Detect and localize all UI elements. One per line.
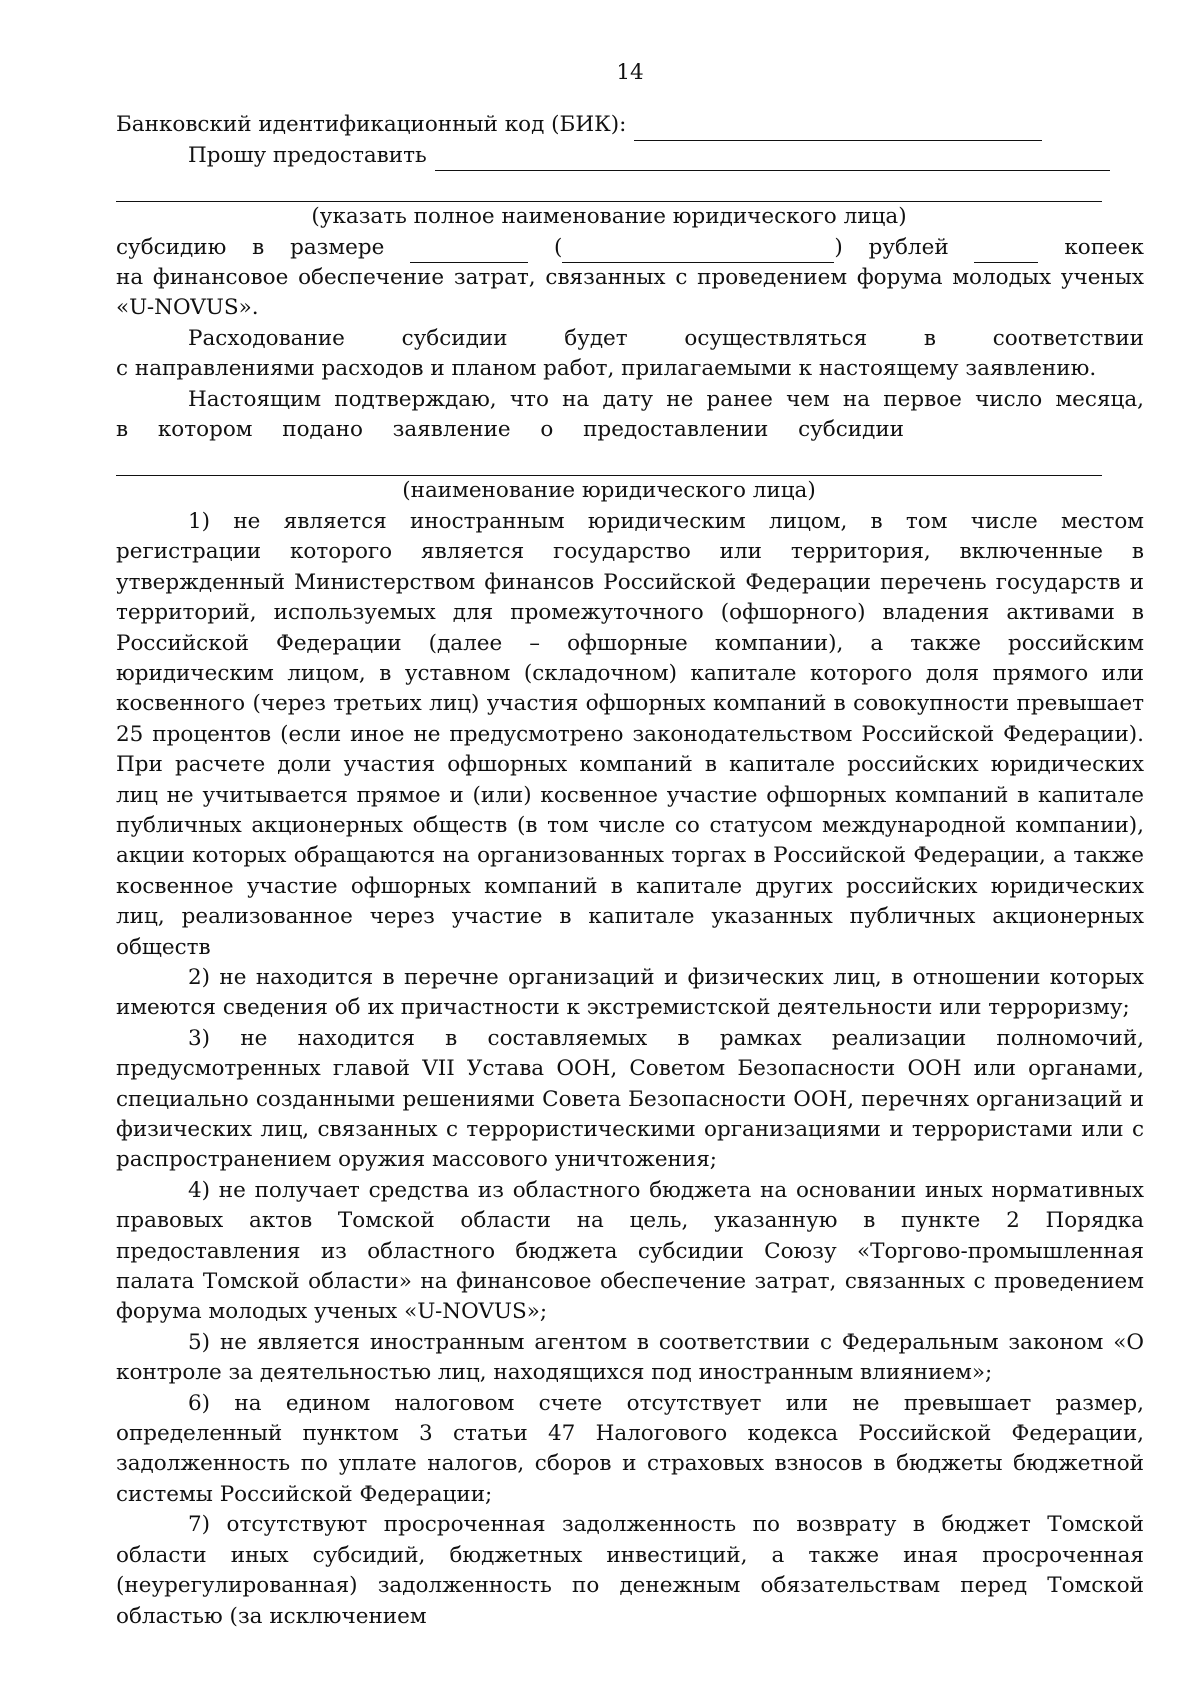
bik-blank[interactable] bbox=[634, 119, 1042, 141]
confirm-line-1: Настоящим подтверждаю, что на дату не ранее чем на первое число месяца, bbox=[188, 386, 1144, 412]
confirm-line-2: в котором подано заявление о предоставлении субсидии bbox=[116, 417, 904, 443]
entity-name-blank[interactable] bbox=[116, 445, 1102, 476]
item-3: 3) не находится в составляемых в рамках реализации полномочий, предусмотренных главой VII Устава ООН, Советом Безопасности ООН или органами, специально созданными решениями Совета Безопасности ООН, перечнях организаций и физических лиц, связанных с террористическими организациями и террористами или с распространением оружия массового уничтожения; bbox=[116, 1025, 1144, 1173]
bik-line bbox=[116, 110, 1042, 140]
amount-words-blank[interactable] bbox=[562, 241, 834, 263]
close-paren: ) bbox=[834, 234, 843, 260]
entity-name-caption: (наименование юридического лица) bbox=[402, 478, 816, 504]
amount-words-group bbox=[554, 233, 843, 263]
kopecks-label: копеек bbox=[1064, 234, 1144, 260]
item-1: 1) не является иностранным юридическим лицом, в том числе местом регистрации которого является государство или территория, включенные в утвержденный Министерством финансов Российской Федерации перечень государств и территорий, используемых для промежуточного (офшорного) владения активами в Российской Федерации (далее – офшорные компании), а также российским юридическим лицом, в уставном (складочном) капитале которого доля прямого или косвенного (через третьих лиц) участия офшорных компаний в совокупности превышает 25 процентов (если иное не предусмотрено законодательством Российской Федерации). При расчете доли участия офшорных компаний в капитале российских юридических лиц не учитывается прямое и (или) косвенное участие офшорных компаний в капитале публичных акционерных обществ (в том числе со статусом международной компании), акции которых обращаются на организованных торгах в Российской Федерации, а также косвенное участие офшорных компаний в капитале других российских юридических лиц, реализованное через участие в капитале указанных публичных акционерных обществ bbox=[116, 508, 1144, 960]
amount-word-size: размере bbox=[290, 234, 385, 260]
bik-label: Банковский идентификационный код (БИК): bbox=[116, 112, 627, 138]
item-2: 2) не находится в перечне организаций и физических лиц, в отношении которых имеются сведения об их причастности к экстремистской деятельности или терроризму; bbox=[116, 964, 1144, 1021]
full-name-blank[interactable] bbox=[116, 171, 1102, 202]
amount-word-subsidy: субсидию bbox=[116, 234, 227, 260]
amount-word-in: в bbox=[252, 234, 265, 260]
item-6: 6) на едином налоговом счете отсутствует или не превышает размер, определенный пунктом 3 статьи 47 Налогового кодекса Российской Федерации, задолженность по уплате налогов, сборов и страховых взносов в бюджеты бюджетной системы Российской Федерации; bbox=[116, 1390, 1144, 1507]
item-5: 5) не является иностранным агентом в соответствии с Федеральным законом «О контроле за деятельностью лиц, находящихся под иностранным влиянием»; bbox=[116, 1329, 1144, 1386]
full-name-caption: (указать полное наименование юридического лица) bbox=[311, 204, 907, 230]
amount-number-blank[interactable] bbox=[410, 241, 528, 263]
purpose-text: на финансовое обеспечение затрат, связанных с проведением форума молодых ученых «U-NOVUS». bbox=[116, 265, 1144, 321]
rubles-label: рублей bbox=[868, 234, 949, 260]
spending-line-2: с направлениями расходов и планом работ, прилагаемыми к настоящему заявлению. bbox=[116, 356, 1097, 382]
spending-line-1: Расходование субсидии будет осуществляться в соответствии bbox=[188, 325, 1144, 351]
open-paren: ( bbox=[553, 234, 563, 260]
item-7: 7) отсутствуют просроченная задолженность по возврату в бюджет Томской области иных субсидий, бюджетных инвестиций, а также иная просроченная (неурегулированная) задолженность по денежным обязательствам перед Томской областью (за исключением bbox=[116, 1512, 1144, 1629]
request-blank[interactable] bbox=[435, 149, 1110, 171]
amount-line bbox=[116, 233, 1144, 263]
kopecks-blank[interactable] bbox=[974, 241, 1038, 263]
request-line bbox=[116, 141, 1110, 171]
page-number: 14 bbox=[616, 60, 644, 85]
item-4: 4) не получает средства из областного бюджета на основании иных нормативных правовых актов Томской области на цель, указанную в пункте 2 Порядка предоставления из областного бюджета субсидии Союзу «Торгово-промышленная палата Томской области» на финансовое обеспечение затрат, связанных с проведением форума молодых ученых «U-NOVUS»; bbox=[116, 1177, 1144, 1325]
request-label: Прошу предоставить bbox=[188, 142, 427, 168]
